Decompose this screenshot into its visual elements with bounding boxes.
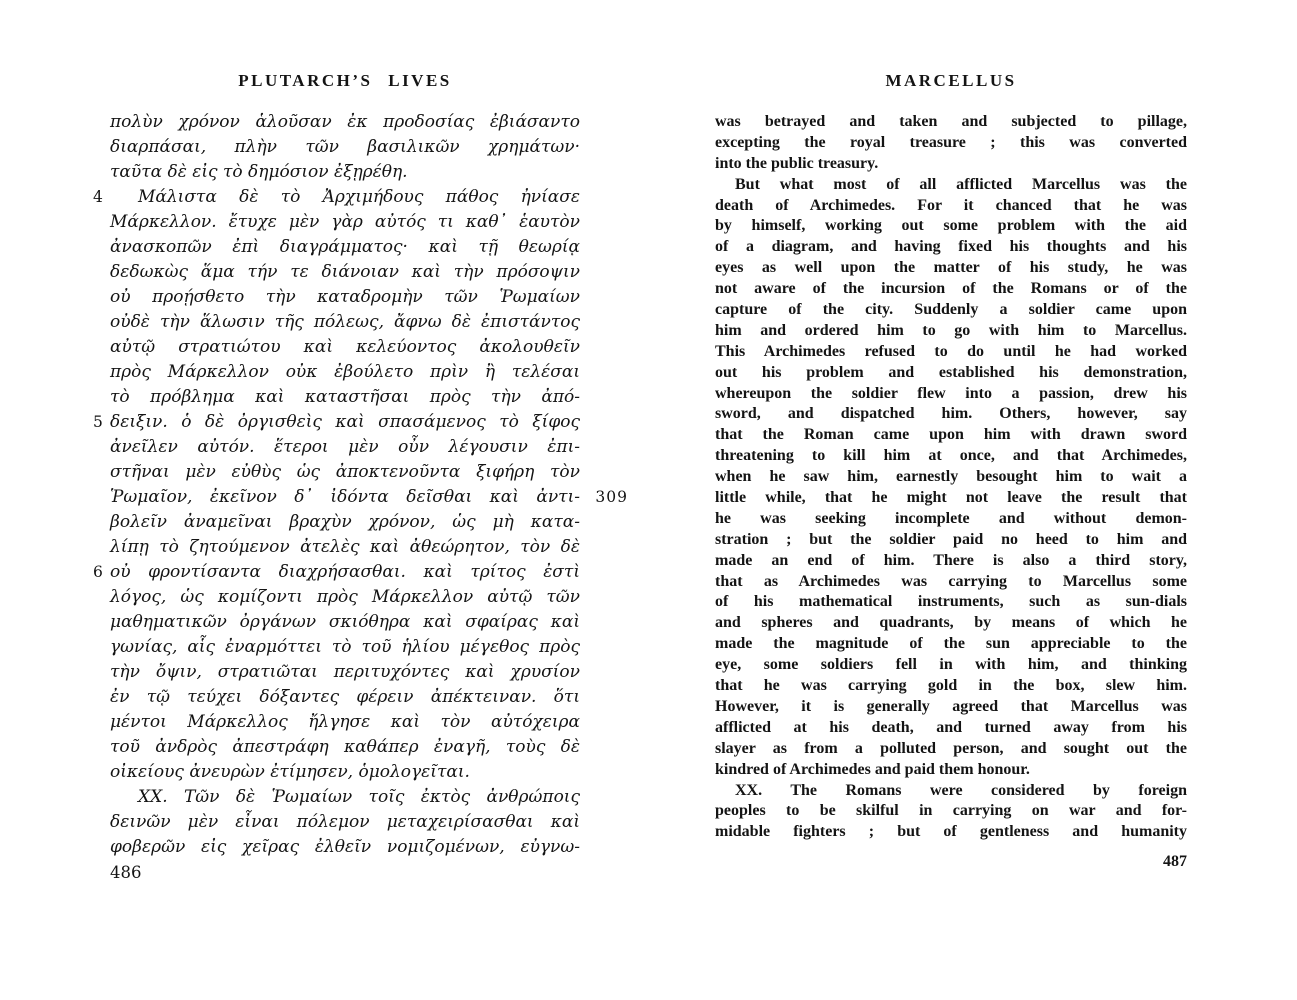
greek-text-line: Μάλιστα δὲ τὸ Ἀρχιμήδους πάθος ἠνίασε 4 <box>110 185 580 210</box>
greek-text-line: στῆναι μὲν εὐθὺς ὡς ἀποκτενοῦντα ξιφήρη τὸν <box>110 462 580 482</box>
right-page-number: 487 <box>1163 853 1187 871</box>
english-text-line: whereupon the soldier flew into a passion, drew his <box>715 384 1187 402</box>
greek-text-line: δεδωκὼς ἅμα τήν τε διάνοιαν καὶ τὴν πρόσοψιν <box>110 262 580 282</box>
greek-text-line: φοβερῶν εἰς χεῖρας ἐλθεῖν νομιζομένων, εὐγνω- <box>110 837 580 857</box>
english-text-line: kindred of Archimedes and paid them honour. <box>715 760 1030 778</box>
greek-text-line: οὐ προῄσθετο τὴν καταδρομὴν τῶν Ῥωμαίων <box>110 287 580 307</box>
greek-text-line: Μάρκελλον. ἔτυχε μὲν γὰρ αὐτός τι καθ᾽ ἑαυτὸν <box>110 212 580 232</box>
greek-text-line: πολὺν χρόνον ἁλοῦσαν ἐκ προδοσίας ἐβιάσαντο <box>110 112 580 132</box>
english-text-line: and spheres and quadrants, by means of which he <box>715 614 1187 632</box>
greek-text-line: πρὸς Μάρκελλον οὐκ ἐβούλετο πρὶν ἢ τελέσαι <box>110 362 580 382</box>
english-text-line: eyes as well upon the matter of his study, he was <box>715 259 1187 277</box>
section-number: 6 <box>93 563 103 581</box>
english-text-line: of his mathematical instruments, such as sun-dials <box>715 593 1187 611</box>
english-text-line: sword, and dispatched him. Others, however, say <box>715 405 1187 423</box>
greek-text-block <box>93 110 628 860</box>
english-text-line: that the Roman came upon him with drawn sword <box>715 426 1187 444</box>
right-page <box>715 70 1187 873</box>
english-text-line: But what most of all afflicted Marcellus was the <box>735 175 1187 193</box>
english-text-line: little while, that he might not leave the result that <box>715 489 1187 507</box>
left-running-head: PLUTARCH’S LIVES <box>238 71 452 90</box>
greek-text-line: οἰκείους ἀνευρὼν ἐτίμησεν, ὁμολογεῖται. <box>110 762 470 782</box>
greek-text-line: βολεῖν ἀναμεῖναι βραχὺν χρόνον, ὡς μὴ κατα- <box>110 512 580 532</box>
english-text-line: that he was carrying gold in the box, slew him. <box>715 677 1187 695</box>
greek-text-line: μέντοι Μάρκελλος ἤλγησε καὶ τὸν αὐτόχειρα <box>110 712 580 732</box>
greek-text-line: ἀνεῖλεν αὐτόν. ἕτεροι μὲν οὖν λέγουσιν ἐπι- <box>110 437 580 457</box>
greek-text-line: διαρπάσαι, πλὴν τῶν βασιλικῶν χρημάτων· <box>110 137 580 157</box>
greek-text-line: Ῥωμαῖον, ἐκεῖνον δ᾽ ἰδόντα δεῖσθαι καὶ ἀντι- 309 <box>110 485 580 510</box>
greek-text-line: οὐδὲ τὴν ἅλωσιν τῆς πόλεως, ἄφνω δὲ ἐπιστάντος <box>110 312 580 332</box>
english-text-line: slayer as from a polluted person, and sought out the <box>715 739 1187 757</box>
english-text-line: capture of the city. Suddenly a soldier came upon <box>715 301 1187 319</box>
english-text-line: that as Archimedes was carrying to Marcellus some <box>715 572 1187 590</box>
greek-text-line: δειξιν. ὁ δὲ ὀργισθεὶς καὶ σπασάμενος τὸ ξίφος 5 <box>110 410 580 435</box>
english-text-line: out his problem and established his demonstration, <box>715 363 1187 381</box>
greek-text-line: μαθηματικῶν ὀργάνων σκιόθηρα καὶ σφαίρας καὶ <box>110 612 580 632</box>
greek-text-line: λόγος, ὡς κομίζοντι πρὸς Μάρκελλον αὐτῷ τῶν <box>110 587 580 607</box>
greek-text-line: τοῦ ἀνδρὸς ἀπεστράφη καθάπερ ἐναγῆ, τοὺς δὲ <box>110 737 580 757</box>
greek-text-line: οὐ φροντίσαντα διαχρήσασθαι. καὶ τρίτος ἐστὶ 6 <box>110 560 580 585</box>
english-text-line: afflicted at his death, and turned away from his <box>715 718 1187 736</box>
english-text-line: threatening to kill him at once, and that Archimedes, <box>715 447 1187 465</box>
english-text-line: stration ; but the soldier paid no heed to him and <box>715 530 1187 548</box>
greek-text-line: XX. Τῶν δὲ Ῥωμαίων τοῖς ἐκτὸς ἀνθρώποις <box>138 787 580 807</box>
english-text-block <box>715 112 1187 843</box>
english-text-line: him and ordered him to go with him to Marcellus. <box>715 321 1187 339</box>
english-text-line: when he saw him, earnestly besought him to wait a <box>715 468 1187 486</box>
marginal-page-reference: 309 <box>595 488 628 506</box>
english-text-line: eye, some soldiers fell in with him, and thinking <box>715 656 1187 674</box>
english-text-line: made the magnitude of the sun appreciable to the <box>715 635 1187 653</box>
english-text-line: XX. The Romans were considered by foreign <box>735 781 1187 799</box>
english-text-line: into the public treasury. <box>715 154 879 172</box>
english-text-line: was betrayed and taken and subjected to pillage, <box>715 113 1187 130</box>
section-number: 4 <box>93 188 103 206</box>
left-page-number: 486 <box>110 863 142 882</box>
english-text-line: midable fighters ; but of gentleness and humanity <box>715 823 1187 841</box>
english-text-line: However, it is generally agreed that Marcellus was <box>715 697 1187 715</box>
greek-text-line: αὐτῷ στρατιώτου καὶ κελεύοντος ἀκολουθεῖν <box>110 337 580 357</box>
english-text-line: not aware of the incursion of the Romans or of the <box>715 280 1187 298</box>
english-text-line: made an end of him. There is also a third story, <box>715 551 1187 569</box>
english-text-line: This Archimedes refused to do until he had worked <box>715 342 1187 360</box>
greek-text-line: δεινῶν μὲν εἶναι πόλεμον μεταχειρίσασθαι καὶ <box>110 812 580 832</box>
greek-text-line: γωνίας, αἷς ἐναρμόττει τὸ τοῦ ἡλίου μέγεθος πρὸς <box>110 637 580 657</box>
english-text-line: peoples to be skilful in carrying on war and for- <box>715 802 1187 820</box>
left-page <box>93 70 628 884</box>
english-text-line: he was seeking incomplete and without demon- <box>715 509 1187 527</box>
english-text-line: death of Archimedes. For it chanced that he was <box>715 196 1187 214</box>
english-text-line: by himself, working out some problem with the aid <box>715 217 1187 235</box>
english-text-line: of a diagram, and having fixed his thoughts and his <box>715 238 1187 256</box>
section-number: 5 <box>93 413 103 431</box>
greek-text-line: ἐν τῷ τεύχει δόξαντες φέρειν ἀπέκτειναν. ὅτι <box>110 687 580 707</box>
greek-text-line: ταῦτα δὲ εἰς τὸ δημόσιον ἐξῃρέθη. <box>110 162 408 182</box>
greek-text-line: τὴν ὄψιν, στρατιῶται περιτυχόντες καὶ χρυσίον <box>110 662 580 682</box>
greek-text-line: λίπῃ τὸ ζητούμενον ἀτελὲς καὶ ἀθεώρητον, τὸν δὲ <box>110 537 580 557</box>
greek-text-line: τὸ πρόβλημα καὶ καταστῆσαι πρὸς τὴν ἀπό- <box>110 387 580 407</box>
greek-text-line: ἀνασκοπῶν ἐπὶ διαγράμματος· καὶ τῇ θεωρίᾳ <box>110 237 580 257</box>
english-text-line: excepting the royal treasure ; this was converted <box>715 133 1187 151</box>
right-running-head: MARCELLUS <box>885 71 1017 90</box>
